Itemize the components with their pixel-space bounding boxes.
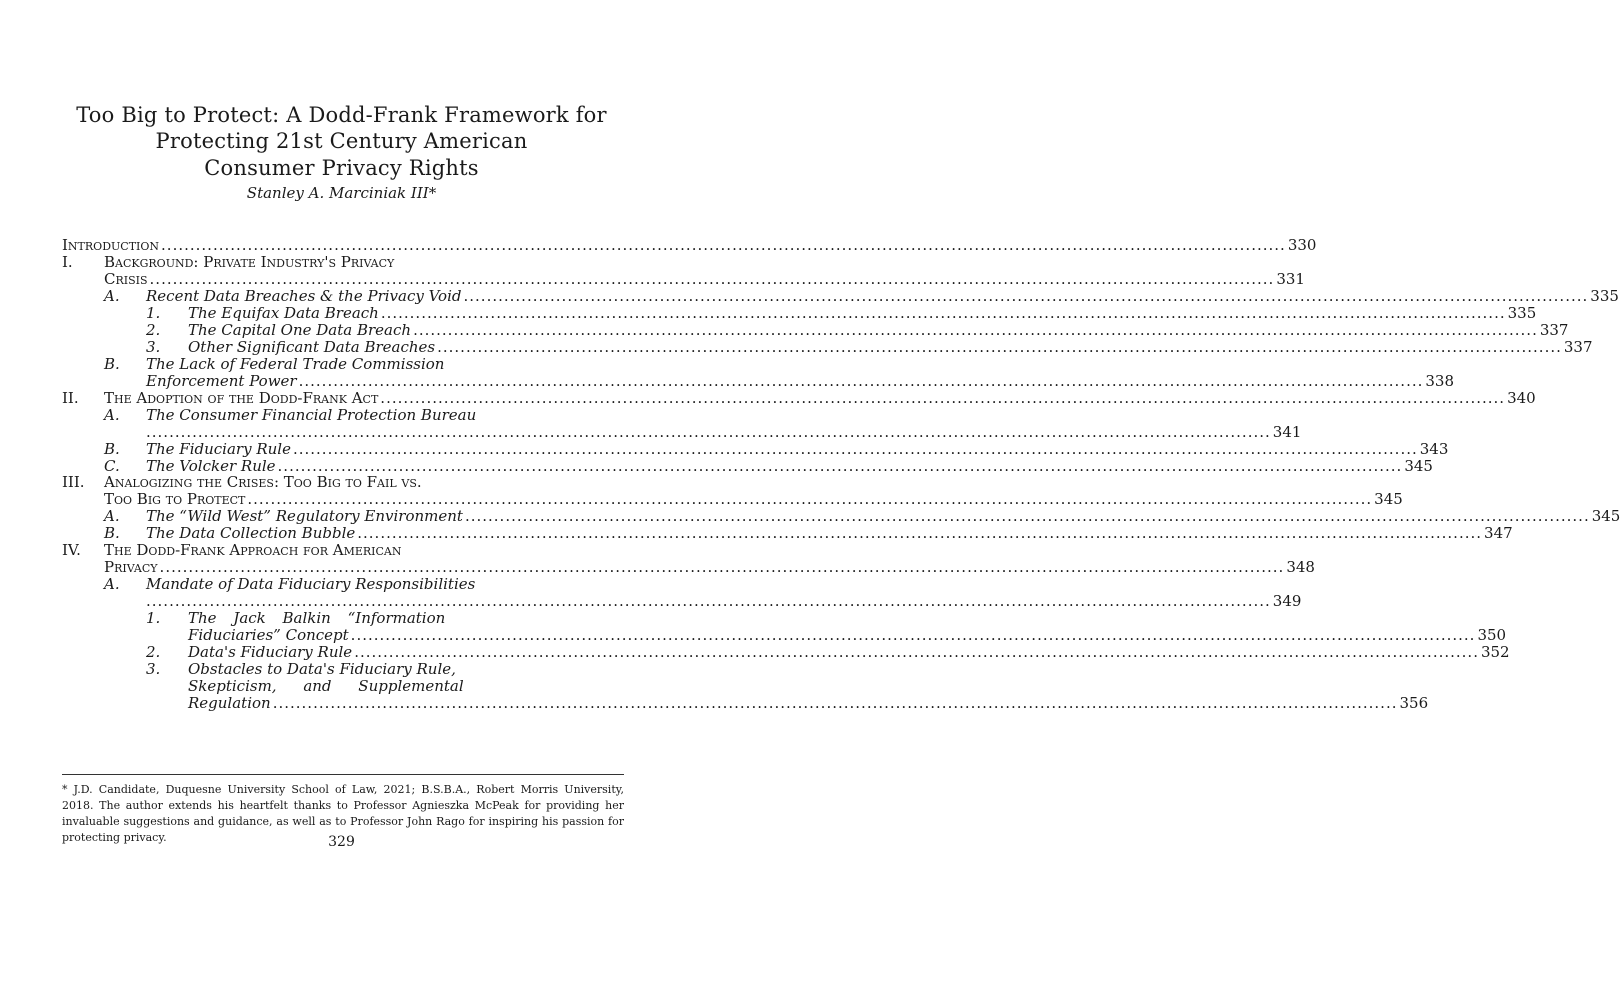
toc-entry-text: Enforcement Power [146, 372, 297, 390]
section-letter: A. [104, 406, 120, 424]
toc-page-number: 347 [1484, 524, 1513, 542]
toc-page-number: 335 [1590, 287, 1619, 305]
leader-dots: ................................................................................................................................................................................................... [159, 558, 1285, 576]
page-number: 329 [328, 834, 355, 850]
toc-entry-text: Background: Private Industry's Privacy [104, 253, 395, 271]
toc-page-number: 340 [1507, 389, 1536, 407]
leader-dots: ................................................................................................................................................................................................... [464, 507, 1590, 525]
toc-page-number: 348 [1286, 558, 1315, 576]
leader-dots: ................................................................................................................................................................................................... [146, 592, 1271, 610]
section-letter: C. [104, 457, 120, 475]
leader-dots: ................................................................................................................................................................................................... [277, 457, 1403, 475]
toc-page-number: 341 [1272, 423, 1302, 441]
toc-entry-text: Data's Fiduciary Rule [188, 643, 353, 661]
leader-dots: ................................................................................................................................................................................................... [298, 372, 1424, 390]
leader-dots: ................................................................................................................................................................................................... [437, 338, 1562, 356]
leader-dots: ................................................................................................................................................................................................... [357, 524, 1483, 542]
part-numeral: III. [62, 473, 85, 491]
toc-entry-text: Too Big to Protect [104, 490, 246, 508]
toc-page-number: 345 [1374, 490, 1403, 508]
footnote-rule [62, 774, 624, 775]
toc-entry-text: Skepticism, and Supplemental [188, 677, 464, 695]
toc-entry-text: Privacy [104, 558, 158, 576]
toc-entry-text: The Jack Balkin “Information [188, 609, 446, 627]
toc-page-number: 352 [1480, 643, 1510, 661]
toc-entry-text: The “Wild West” Regulatory Environment [146, 507, 463, 525]
leader-dots: ................................................................................................................................................................................................... [350, 626, 1476, 644]
subsection-number: 2. [146, 643, 161, 661]
toc-entry-text: The Dodd-Frank Approach for American [104, 541, 402, 559]
leader-dots: ................................................................................................................................................................................................... [354, 643, 1479, 661]
leader-dots: ................................................................................................................................................................................................... [463, 287, 1589, 305]
toc-entry-text: Regulation [188, 694, 271, 712]
subsection-number: 2. [146, 321, 161, 339]
leader-dots: ................................................................................................................................................................................................... [380, 389, 1506, 407]
section-letter: A. [104, 507, 120, 525]
toc-page-number: 345 [1591, 507, 1620, 525]
toc-entry-text: The Adoption of the Dodd-Frank Act [104, 389, 379, 407]
section-letter: B. [104, 440, 120, 458]
toc-page-number: 356 [1399, 694, 1429, 712]
section-letter: A. [104, 287, 120, 305]
part-numeral: IV. [62, 541, 81, 559]
leader-dots: ................................................................................................................................................................................................... [413, 321, 1538, 339]
toc-entry-text: Recent Data Breaches & the Privacy Void [146, 287, 462, 305]
toc-entry-text: Crisis [104, 270, 148, 288]
part-numeral: II. [62, 389, 79, 407]
toc-page-number: 337 [1539, 321, 1569, 339]
leader-dots: ................................................................................................................................................................................................... [149, 270, 1275, 288]
author-footnote: * J.D. Candidate, Duquesne University School of Law, 2021; B.S.B.A., Robert Morris University, 2018. The author extends his heartfelt thanks to Professor Agnieszka McPeak for providing her invaluable suggestions and guidance, as well as to Professor John Rago for inspiring his passion for protecting privacy. [62, 783, 624, 844]
part-numeral: I. [62, 253, 73, 271]
subsection-number: 3. [146, 660, 161, 678]
toc-entry-text: Fiduciaries” Concept [188, 626, 349, 644]
toc-entry-text: The Lack of Federal Trade Commission [146, 355, 445, 373]
toc-entry-text: Introduction [62, 236, 160, 254]
toc-entry-text: Analogizing the Crises: Too Big to Fail vs. [104, 473, 422, 491]
leader-dots: ................................................................................................................................................................................................... [272, 694, 1398, 712]
toc-entry-text: The Capital One Data Breach [188, 321, 412, 339]
toc-page-number: 338 [1425, 372, 1455, 390]
toc-page-number: 349 [1272, 592, 1302, 610]
toc-page-number: 343 [1419, 440, 1449, 458]
toc-entry-text: Mandate of Data Fiduciary Responsibilities [146, 575, 476, 593]
toc-page-number: 331 [1276, 270, 1305, 288]
toc-page-number: 330 [1287, 236, 1317, 254]
toc-entry-text: The Volcker Rule [146, 457, 276, 475]
section-letter: A. [104, 575, 120, 593]
subsection-number: 1. [146, 609, 161, 627]
toc-page-number: 350 [1477, 626, 1507, 644]
title-line-1: Too Big to Protect: A Dodd-Frank Framework for [76, 103, 607, 127]
title-line-2: Protecting 21st Century American [155, 129, 528, 153]
leader-dots: ................................................................................................................................................................................................... [292, 440, 1418, 458]
author-name: Stanley A. Marciniak III* [246, 184, 437, 202]
toc-entry-text: Other Significant Data Breaches [188, 338, 436, 356]
toc-page-number: 345 [1404, 457, 1433, 475]
toc-page-number: 337 [1563, 338, 1593, 356]
title-line-3: Consumer Privacy Rights [204, 156, 479, 180]
toc-entry-text: The Equifax Data Breach [188, 304, 379, 322]
toc-entry-text: Obstacles to Data's Fiduciary Rule, [188, 660, 456, 678]
leader-dots: ................................................................................................................................................................................................... [247, 490, 1373, 508]
section-letter: B. [104, 355, 120, 373]
toc-entry-text: The Fiduciary Rule [146, 440, 291, 458]
subsection-number: 1. [146, 304, 161, 322]
leader-dots: ................................................................................................................................................................................................... [161, 236, 1286, 254]
toc-page-number: 335 [1507, 304, 1537, 322]
leader-dots: ................................................................................................................................................................................................... [146, 423, 1271, 441]
toc-entry-text: The Consumer Financial Protection Bureau [146, 406, 477, 424]
subsection-number: 3. [146, 338, 161, 356]
toc-entry-text: The Data Collection Bubble [146, 524, 356, 542]
leader-dots: ................................................................................................................................................................................................... [380, 304, 1506, 322]
section-letter: B. [104, 524, 120, 542]
